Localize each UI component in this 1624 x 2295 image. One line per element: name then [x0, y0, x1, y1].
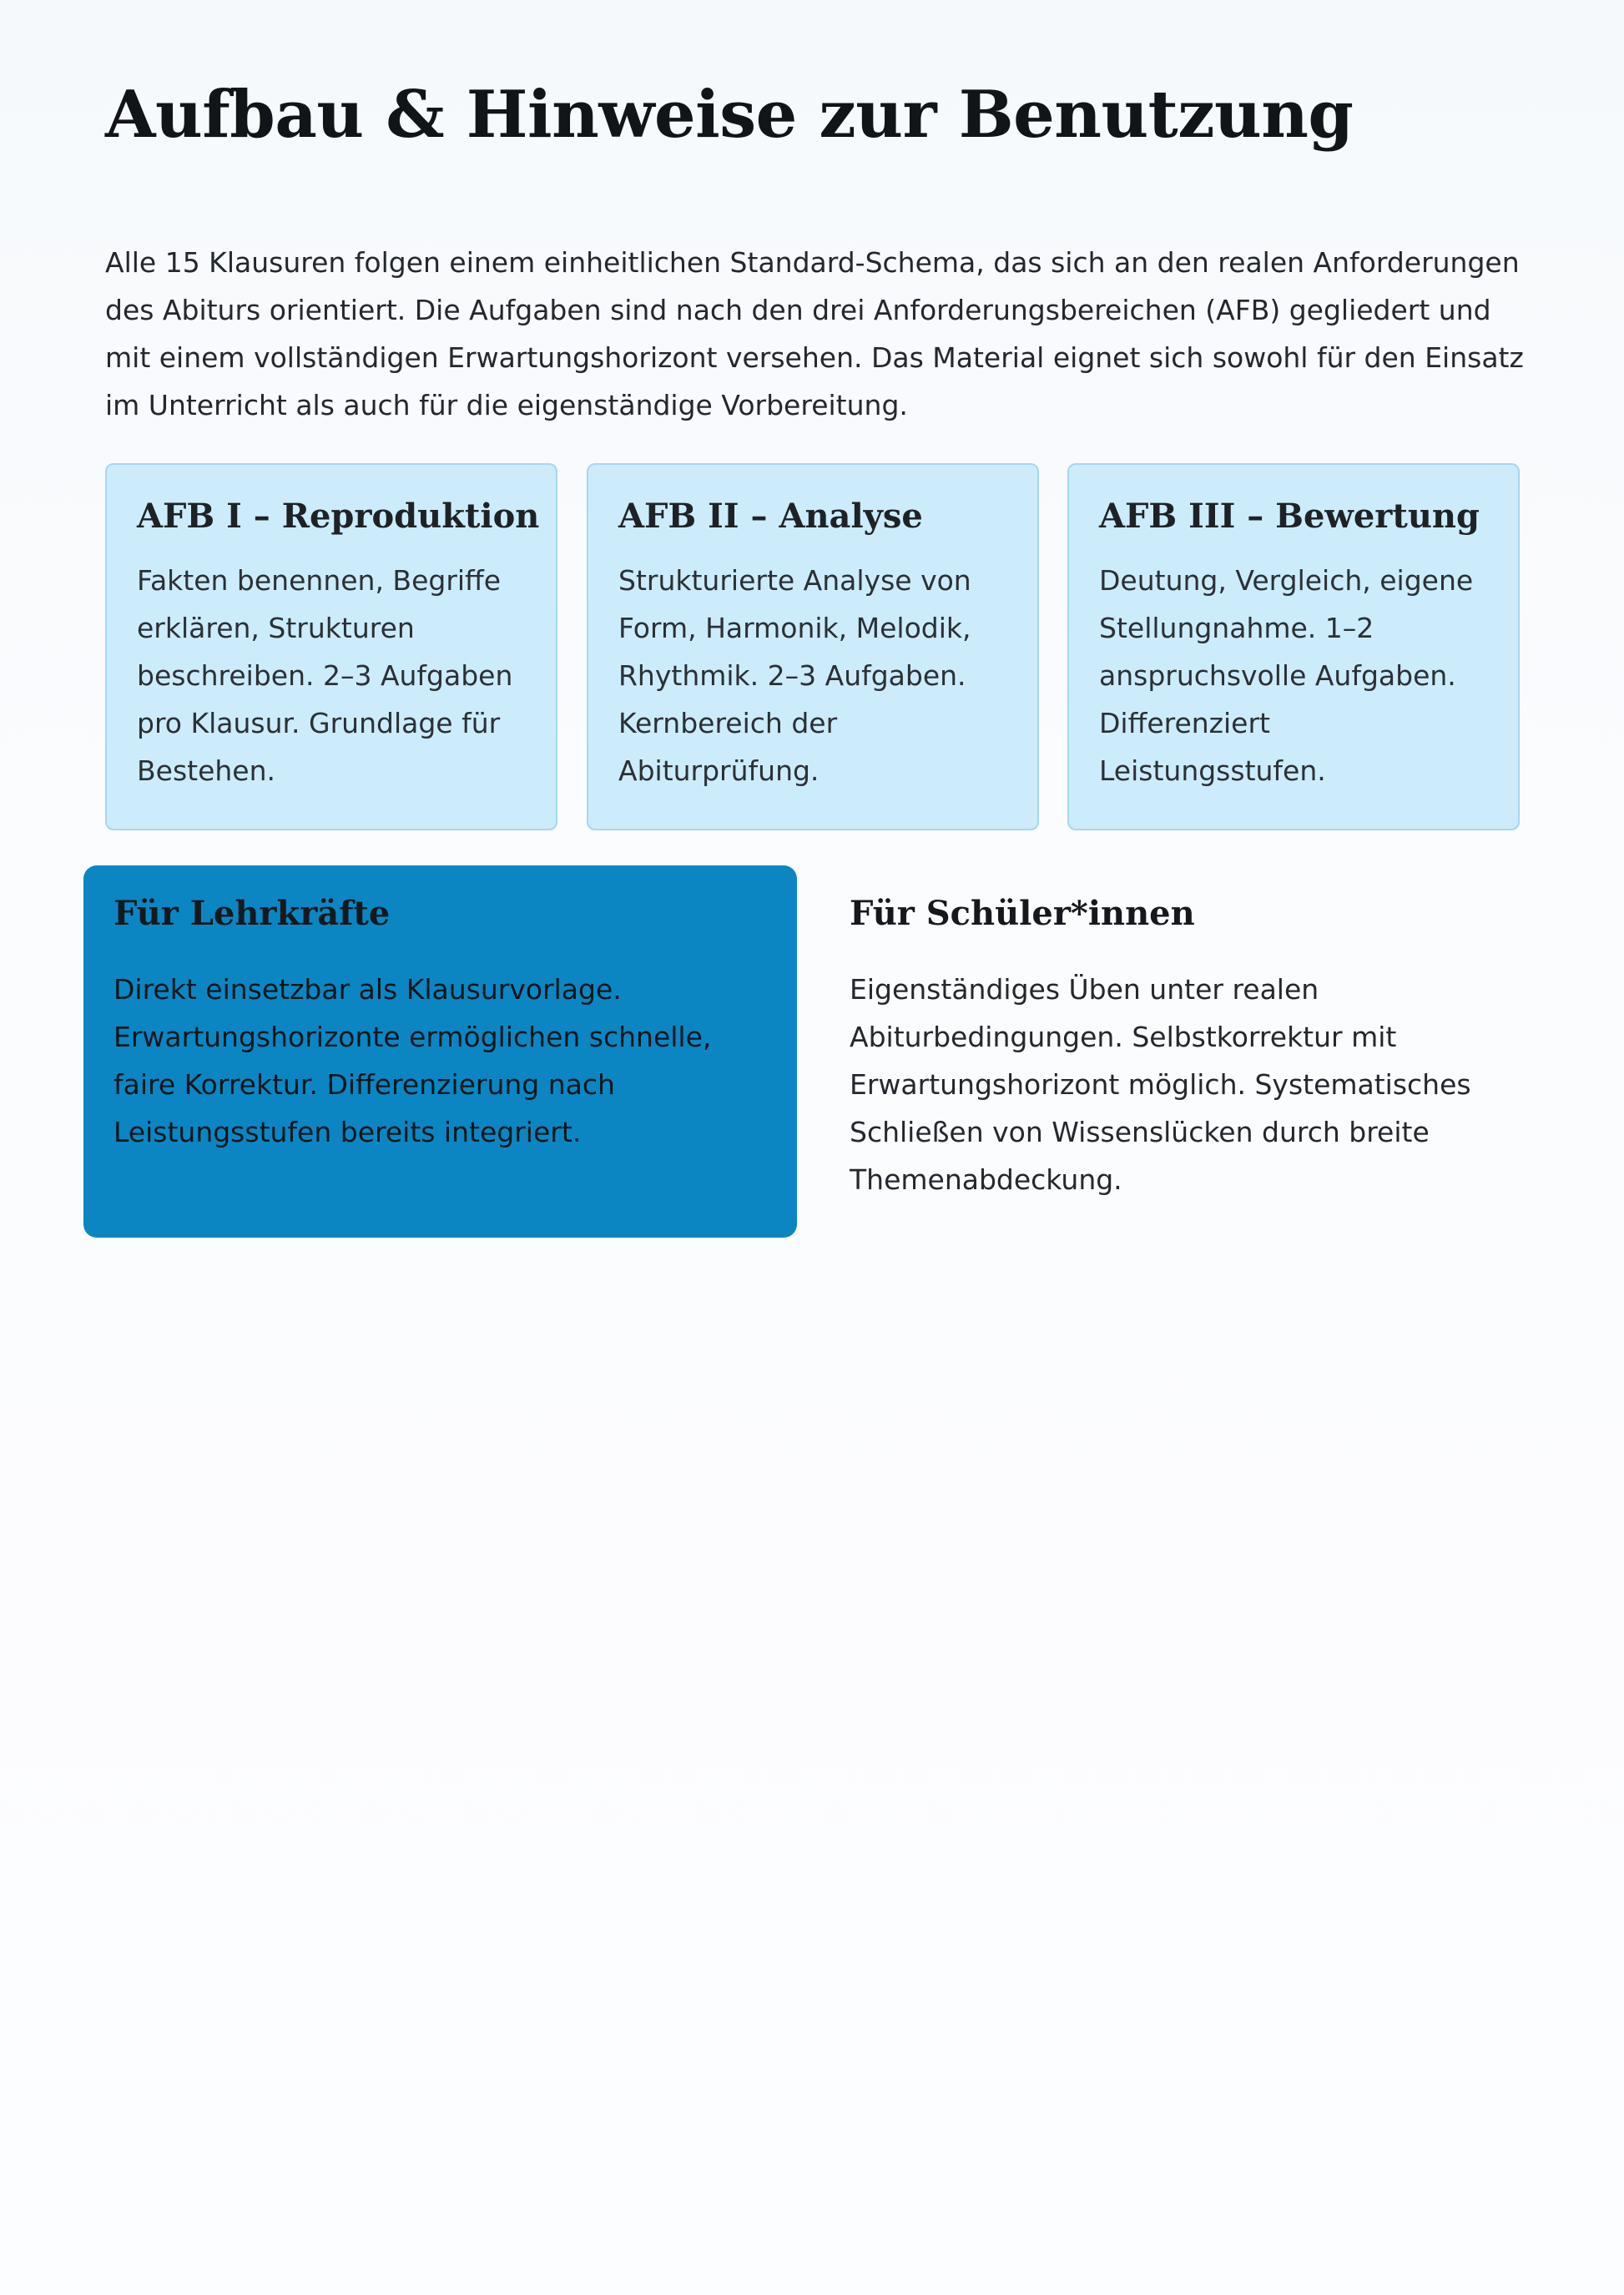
afb-card-text: Deutung, Vergleich, eigene Stellungnahme. 1–2 anspruchsvolle Aufgaben. Differenziert Leistungsstufen. [1099, 564, 1474, 787]
students-section [850, 890, 1534, 1203]
afb-card-text: Fakten benennen, Begriffe erklären, Strukturen beschreiben. 2–3 Aufgaben pro Klausur. Grundlage für Bestehen. [137, 564, 513, 787]
intro-paragraph: Alle 15 Klausuren folgen einem einheitlichen Standard-Schema, das sich an den realen Anforderungen des Abiturs orientiert. Die Aufgaben sind nach den drei Anforderungsbereichen (AFB) gegliedert und mit einem vollständigen Erwartungshorizont versehen. Das Material eignet sich sowohl für den Einsatz im Unterricht als auch für die eigenständige Vorbereitung. [105, 246, 1524, 421]
students-title: Für Schüler*innen [850, 894, 1195, 933]
afb-card-bewertung [1067, 463, 1520, 830]
page-title: Aufbau & Hinweise zur Benutzung [105, 77, 1354, 153]
students-text: Eigenständiges Üben unter realen Abiturbedingungen. Selbstkorrektur mit Erwartungshorizont möglich. Systematisches Schließen von Wissenslücken durch breite Themenabdeckung. [850, 973, 1471, 1196]
teachers-text: Direkt einsetzbar als Klausurvorlage. Erwartungshorizonte ermöglichen schnelle, faire Korrektur. Differenzierung nach Leistungsstufen bereits integriert. [113, 973, 712, 1148]
afb-card-title: AFB II – Analyse [618, 497, 923, 536]
afb-card-analyse [587, 463, 1039, 830]
afb-card-row [105, 463, 1519, 830]
teachers-box [83, 865, 797, 1238]
afb-card-title: AFB I – Reproduktion [137, 497, 540, 536]
afb-card-title: AFB III – Bewertung [1099, 497, 1480, 536]
afb-card-reproduktion [105, 463, 557, 830]
teachers-title: Für Lehrkräfte [113, 894, 391, 933]
afb-card-text: Strukturierte Analyse von Form, Harmonik, Melodik, Rhythmik. 2–3 Aufgaben. Kernbereich der Abiturprüfung. [618, 564, 971, 787]
